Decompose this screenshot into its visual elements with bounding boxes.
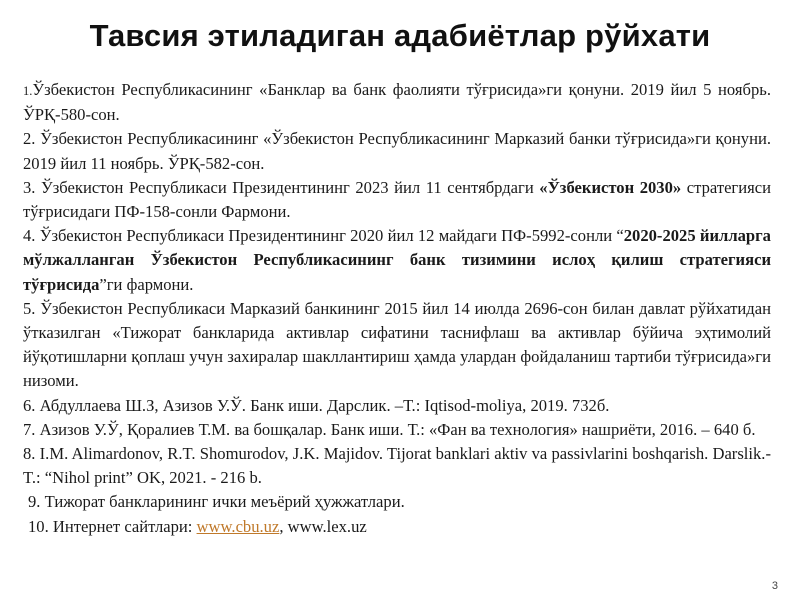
reference-text: 6. Абдуллаева Ш.З, Азизов У.Ў. Банк иши. Дарслик. –Т.: Iqtisod-moliya, 2019. 732б.: [23, 395, 610, 415]
reference-item-6: [23, 394, 771, 418]
reference-emphasis: 2020-2025 йилларга мўлжалланган Ўзбекистон Республикасининг банк тизимини ислоҳ қилиш стратегияси тўғрисида: [23, 226, 771, 294]
reference-item-4: [23, 224, 771, 297]
reference-text: 4. Ўзбекистон Республикаси Президентининг 2020 йил 12 майдаги ПФ-5992-сонли “: [23, 226, 624, 246]
page-number: 3: [771, 580, 778, 592]
reference-item-3: [23, 176, 771, 224]
reference-number: 1.: [23, 84, 33, 98]
reference-text: ”ги фармони.: [99, 274, 194, 294]
reference-text: 9. Тижорат банкларининг ички меъёрий ҳужжатлари.: [28, 492, 405, 512]
reference-text: 10. Интернет сайтлари:: [28, 516, 197, 536]
reference-text: стратегияси тўғрисидаги ПФ-158-сонли Фармони.: [23, 177, 771, 222]
reference-item-2: [23, 127, 771, 175]
reference-item-10: [23, 515, 771, 539]
reference-item-5: [23, 297, 771, 394]
reference-item-1: [23, 78, 771, 127]
reference-text: Ўзбекистон Республикасининг «Банклар ва банк фаолияти тўғрисида»ги қонуни. 2019 йил 5 ноябрь. ЎРҚ-580-сон.: [23, 80, 771, 125]
reference-text: 7. Азизов У.Ў, Қоралиев Т.М. ва бошқалар. Банк иши. Т.: «Фан ва технология» нашриёти, 2016. – 640 б.: [23, 419, 756, 439]
reference-item-7: [23, 418, 771, 442]
reference-text: 2. Ўзбекистон Республикасининг «Ўзбекистон Республикасининг Марказий банки тўғрисида»ги қонуни. 2019 йил 11 ноябрь. ЎРҚ-582-сон.: [23, 129, 771, 173]
reference-item-8: [23, 442, 771, 490]
reference-list: [23, 78, 771, 539]
reference-text: 3. Ўзбекистон Республикаси Президентининг 2023 йил 11 сентябрдаги: [23, 177, 540, 197]
reference-text: 8. I.M. Alimardonov, R.T. Shomurodov, J.K. Majidov. Tijorat banklari aktiv va passivlarini boshqarish. Darslik.-T.: “Nihol print” OK, 2021. - 216 b.: [23, 444, 771, 488]
reference-item-9: [23, 490, 771, 514]
slide-title: Тавсия этиладиган адабиётлар рўйхати: [89, 18, 711, 53]
reference-text: , www.lex.uz: [279, 516, 367, 536]
cbu-website-link[interactable]: www.cbu.uz: [196, 516, 280, 536]
reference-emphasis: «Ўзбекистон 2030»: [539, 177, 682, 197]
reference-text: 5. Ўзбекистон Республикаси Марказий банкининг 2015 йил 14 июлда 2696-сон билан давлат рўйхатидан ўтказилган «Тижорат банкларида активлар сифатини таснифлаш ва активлар бўйича эҳтимолий йўқотишларни қоплаш учун захиралар шакллантириш ҳамда улардан фойдаланиш тартиби тўғрисида»ги низоми.: [23, 298, 771, 391]
